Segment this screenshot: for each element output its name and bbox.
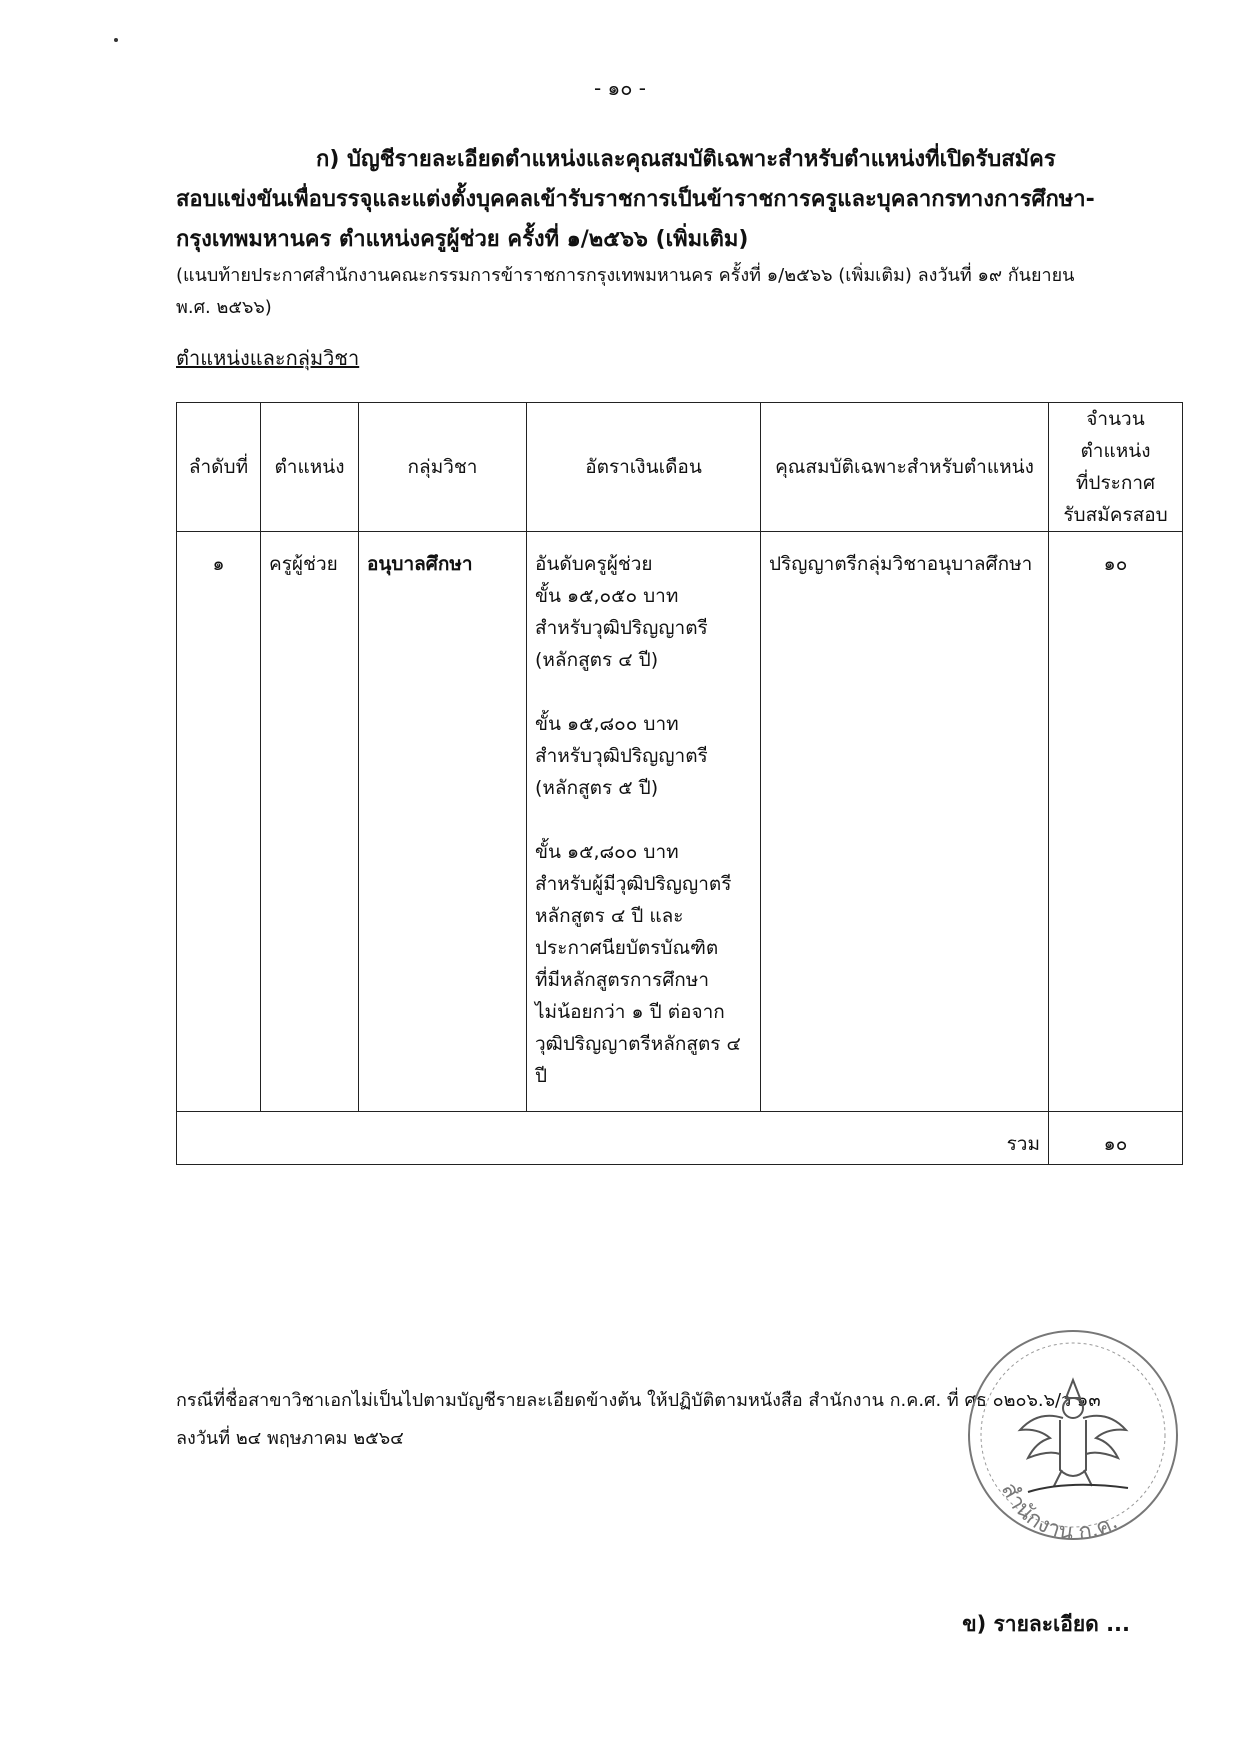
salary-tier-2 [535,708,752,804]
office-seal [958,1320,1188,1550]
cell-position: ครูผู้ช่วย [261,532,359,1112]
total-row [177,1112,1183,1165]
scan-speck [114,38,118,42]
total-value: ๑๐ [1049,1112,1183,1165]
seal-text: สำนักงาน ก.ค. [995,1478,1123,1546]
header-salary: อัตราเงินเดือน [527,403,761,532]
note-line-1: (แนบท้ายประกาศสำนักงานคณะกรรมการข้าราชการกรุงเทพมหานคร ครั้งที่ ๑/๒๕๖๖ (เพิ่มเติม) ลงวันที่ ๑๙ กันยายน [176,265,1075,286]
heading-line-3: กรุงเทพมหานคร ตำแหน่งครูผู้ช่วย ครั้งที่ ๑/๒๕๖๖ (เพิ่มเติม) [176,227,749,252]
seal-outer-ring [969,1331,1177,1539]
salary-tier-3-line-5: ที่มีหลักสูตรการศึกษา [535,969,709,991]
page-number: - ๑๐ - [593,76,647,100]
garuda-emblem-icon [1020,1380,1126,1486]
salary-tier-1-line-1: อันดับครูผู้ช่วย [535,553,653,575]
salary-tier-1-line-4: (หลักสูตร ๔ ปี) [535,649,659,671]
table-row [177,532,1183,1112]
salary-tier-3-line-6: ไม่น้อยกว่า ๑ ปี ต่อจาก [535,1001,725,1023]
cell-salary [527,532,761,1112]
salary-tier-2-line-2: สำหรับวุฒิปริญญาตรี [535,745,708,767]
announcement-note [176,260,1106,324]
salary-tier-2-line-3: (หลักสูตร ๕ ปี) [535,777,659,799]
salary-tier-3 [535,836,752,1092]
header-subject-group: กลุ่มวิชา [359,403,527,532]
header-count [1049,403,1183,532]
signature-stroke [1028,1485,1128,1492]
heading-line-2: สอบแข่งขันเพื่อบรรจุและแต่งตั้งบุคคลเข้ารับราชการเป็นข้าราชการครูและบุคลากรทางการศึกษา- [176,187,1095,212]
note-line-2: พ.ศ. ๒๕๖๖) [176,297,272,318]
positions-table [176,402,1183,1165]
cell-qualification: ปริญญาตรีกลุ่มวิชาอนุบาลศึกษา [761,532,1049,1112]
header-order: ลำดับที่ [177,403,261,532]
footer-line-1: กรณีที่ชื่อสาขาวิชาเอกไม่เป็นไปตามบัญชีรายละเอียดข้างต้น ให้ปฏิบัติตามหนังสือ สำนักงาน ก.ค.ศ. ที่ ศธ ๐๒๐๖.๖/ว ๑๓ [176,1390,1101,1411]
salary-tier-3-line-3: หลักสูตร ๔ ปี และ [535,905,684,927]
salary-tier-2-line-1: ขั้น ๑๕,๘๐๐ บาท [535,713,679,735]
header-count-line-2: ที่ประกาศ [1075,472,1156,494]
footer-line-2: ลงวันที่ ๒๔ พฤษภาคม ๒๕๖๔ [176,1428,404,1449]
header-position: ตำแหน่ง [261,403,359,532]
salary-tier-3-line-7: วุฒิปริญญาตรีหลักสูตร ๔ ปี [535,1033,741,1087]
salary-tier-3-line-1: ขั้น ๑๕,๘๐๐ บาท [535,841,679,863]
salary-tier-1-line-2: ขั้น ๑๕,๐๕๐ บาท [535,585,679,607]
section-title: ตำแหน่งและกลุ่มวิชา [176,346,360,370]
cell-order: ๑ [177,532,261,1112]
total-label: รวม [177,1112,1049,1165]
cell-subject-group: อนุบาลศึกษา [359,532,527,1112]
header-qualification: คุณสมบัติเฉพาะสำหรับตำแหน่ง [761,403,1049,532]
table-header-row [177,403,1183,532]
heading-line-1: ก) บัญชีรายละเอียดตำแหน่งและคุณสมบัติเฉพาะสำหรับตำแหน่งที่เปิดรับสมัคร [316,147,1056,172]
cell-count: ๑๐ [1049,532,1183,1112]
header-count-line-3: รับสมัครสอบ [1063,504,1168,526]
salary-tier-3-line-4: ประกาศนียบัตรบัณฑิต [535,937,719,959]
header-count-line-1: จำนวนตำแหน่ง [1080,408,1151,462]
document-heading [176,140,1106,260]
salary-tier-1 [535,548,752,676]
salary-tier-1-line-3: สำหรับวุฒิปริญญาตรี [535,617,708,639]
salary-tier-3-line-2: สำหรับผู้มีวุฒิปริญญาตรี [535,873,732,895]
next-page-label: ข) รายละเอียด ... [962,1612,1130,1636]
